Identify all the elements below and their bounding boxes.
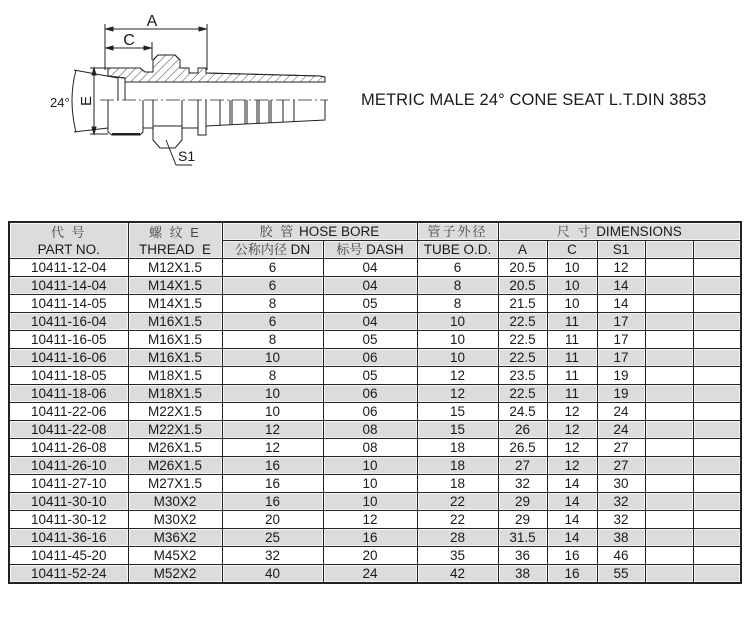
cell-tube: 18 [417, 475, 498, 493]
table-row [9, 511, 741, 529]
cell-thread: M18X1.5 [128, 367, 222, 385]
header-tube-od-cn [417, 222, 498, 241]
cell-tube: 18 [417, 457, 498, 475]
cell-c: 10 [547, 295, 597, 313]
spec-table [8, 221, 742, 584]
cell-tube: 8 [417, 277, 498, 295]
cell-blank [693, 493, 741, 511]
cell-c: 16 [547, 547, 597, 565]
cell-blank [645, 367, 693, 385]
cell-blank [645, 277, 693, 295]
table-row [9, 277, 741, 295]
cell-a: 20.5 [498, 259, 547, 277]
cell-thread: M16X1.5 [128, 331, 222, 349]
cell-blank [645, 439, 693, 457]
header-dimensions-en: DIMENSIONS [596, 224, 682, 239]
header-dn-cn: 公称内径 [234, 242, 287, 257]
cell-part: 10411-18-05 [9, 367, 128, 385]
fitting-drawing [0, 0, 360, 190]
cell-dash: 12 [323, 511, 417, 529]
cell-blank [693, 313, 741, 331]
table-row [9, 565, 741, 584]
cell-dash: 05 [323, 367, 417, 385]
cell-dash: 05 [323, 295, 417, 313]
cell-thread: M26X1.5 [128, 457, 222, 475]
header-dn [222, 241, 323, 259]
cell-thread: M16X1.5 [128, 313, 222, 331]
header-tube-od-cn-text: 管子外径 [427, 224, 488, 239]
cell-a: 26.5 [498, 439, 547, 457]
header-thread [128, 222, 222, 259]
cell-blank [645, 547, 693, 565]
cell-blank [645, 511, 693, 529]
cell-tube: 35 [417, 547, 498, 565]
cell-s1: 24 [597, 421, 645, 439]
cell-blank [645, 529, 693, 547]
cell-s1: 19 [597, 367, 645, 385]
cell-blank [645, 259, 693, 277]
header-blank-1 [645, 241, 693, 259]
header-tube-od: TUBE O.D. [417, 241, 498, 259]
header-dash-en: DASH [366, 242, 404, 257]
cell-part: 10411-18-06 [9, 385, 128, 403]
cell-dn: 6 [222, 277, 323, 295]
table-row [9, 295, 741, 313]
cell-c: 10 [547, 277, 597, 295]
cell-blank [645, 493, 693, 511]
cell-dn: 20 [222, 511, 323, 529]
cell-thread: M52X2 [128, 565, 222, 584]
table-row [9, 547, 741, 565]
cell-part: 10411-14-05 [9, 295, 128, 313]
table-row [9, 457, 741, 475]
cell-dash: 06 [323, 403, 417, 421]
cell-blank [693, 457, 741, 475]
cell-blank [693, 511, 741, 529]
cell-dash: 10 [323, 457, 417, 475]
table-row [9, 349, 741, 367]
cell-dash: 10 [323, 493, 417, 511]
cell-blank [693, 529, 741, 547]
cell-a: 38 [498, 565, 547, 584]
cell-thread: M22X1.5 [128, 403, 222, 421]
cell-s1: 19 [597, 385, 645, 403]
cell-dn: 16 [222, 493, 323, 511]
cell-dn: 12 [222, 421, 323, 439]
cell-part: 10411-26-10 [9, 457, 128, 475]
cell-blank [693, 421, 741, 439]
cell-blank [645, 421, 693, 439]
cell-c: 11 [547, 367, 597, 385]
cell-dn: 32 [222, 547, 323, 565]
cell-blank [645, 385, 693, 403]
cell-a: 22.5 [498, 313, 547, 331]
cell-a: 22.5 [498, 385, 547, 403]
cell-s1: 27 [597, 457, 645, 475]
cell-dn: 10 [222, 403, 323, 421]
cell-blank [645, 403, 693, 421]
cell-blank [693, 385, 741, 403]
cell-blank [693, 547, 741, 565]
cell-blank [693, 295, 741, 313]
cell-s1: 17 [597, 331, 645, 349]
cell-s1: 17 [597, 313, 645, 331]
cell-blank [693, 439, 741, 457]
cell-c: 14 [547, 493, 597, 511]
cell-tube: 22 [417, 493, 498, 511]
cell-blank [645, 331, 693, 349]
header-dash-cn: 标号 [336, 242, 363, 257]
header-blank-2 [693, 241, 741, 259]
dimension-c-label: C [123, 32, 135, 49]
cell-blank [693, 349, 741, 367]
cell-dn: 8 [222, 295, 323, 313]
cell-dash: 06 [323, 385, 417, 403]
header-c: C [547, 241, 597, 259]
cell-dash: 08 [323, 421, 417, 439]
cell-blank [693, 403, 741, 421]
cell-c: 12 [547, 403, 597, 421]
cell-part: 10411-16-05 [9, 331, 128, 349]
table-row [9, 493, 741, 511]
cell-tube: 22 [417, 511, 498, 529]
header-thread-en: THREAD E [138, 241, 211, 257]
cell-s1: 55 [597, 565, 645, 584]
cell-dash: 06 [323, 349, 417, 367]
cell-thread: M12X1.5 [128, 259, 222, 277]
cell-c: 10 [547, 259, 597, 277]
table-row [9, 313, 741, 331]
cell-tube: 15 [417, 421, 498, 439]
cell-s1: 14 [597, 295, 645, 313]
header-hose-bore-en: HOSE BORE [299, 224, 380, 239]
cell-tube: 18 [417, 439, 498, 457]
header-part-no-cn: 代 号 [50, 224, 87, 240]
cell-thread: M30X2 [128, 511, 222, 529]
cell-s1: 32 [597, 493, 645, 511]
header-part-no [9, 222, 128, 259]
cell-thread: M18X1.5 [128, 385, 222, 403]
cell-s1: 17 [597, 349, 645, 367]
cell-s1: 38 [597, 529, 645, 547]
table-row [9, 385, 741, 403]
cell-c: 12 [547, 421, 597, 439]
cell-dn: 8 [222, 331, 323, 349]
angle-label: 24° [50, 95, 70, 110]
cell-dash: 16 [323, 529, 417, 547]
cell-part: 10411-45-20 [9, 547, 128, 565]
cell-tube: 12 [417, 367, 498, 385]
dimension-e-label: E [78, 95, 95, 106]
cell-a: 29 [498, 511, 547, 529]
cell-part: 10411-16-04 [9, 313, 128, 331]
cell-dn: 10 [222, 349, 323, 367]
table-row [9, 403, 741, 421]
cell-thread: M14X1.5 [128, 277, 222, 295]
table-row [9, 439, 741, 457]
cell-a: 23.5 [498, 367, 547, 385]
cell-c: 14 [547, 475, 597, 493]
cell-dn: 8 [222, 367, 323, 385]
cell-s1: 24 [597, 403, 645, 421]
cell-dash: 04 [323, 259, 417, 277]
cell-part: 10411-26-08 [9, 439, 128, 457]
table-row [9, 475, 741, 493]
cell-thread: M26X1.5 [128, 439, 222, 457]
cell-blank [645, 475, 693, 493]
cell-blank [645, 565, 693, 584]
cell-tube: 12 [417, 385, 498, 403]
cell-tube: 10 [417, 313, 498, 331]
cell-blank [693, 367, 741, 385]
cell-blank [645, 295, 693, 313]
product-title: METRIC MALE 24° CONE SEAT L.T.DIN 3853 [361, 91, 707, 109]
cell-dn: 6 [222, 313, 323, 331]
header-hose-bore [222, 222, 417, 241]
cell-part: 10411-22-08 [9, 421, 128, 439]
cell-dn: 40 [222, 565, 323, 584]
dimension-a-label: A [146, 13, 158, 30]
cell-part: 10411-36-16 [9, 529, 128, 547]
cell-blank [693, 259, 741, 277]
table-row [9, 331, 741, 349]
cell-s1: 46 [597, 547, 645, 565]
header-thread-cn: 螺 纹 E [149, 224, 201, 240]
cell-c: 11 [547, 313, 597, 331]
cell-thread: M30X2 [128, 493, 222, 511]
cell-blank [645, 349, 693, 367]
cell-tube: 6 [417, 259, 498, 277]
cell-blank [693, 331, 741, 349]
cell-part: 10411-16-06 [9, 349, 128, 367]
header-dn-en: DN [290, 242, 311, 257]
header-hose-bore-cn: 胶 管 [259, 224, 296, 239]
cell-part: 10411-27-10 [9, 475, 128, 493]
cell-s1: 12 [597, 259, 645, 277]
cell-dash: 20 [323, 547, 417, 565]
cell-a: 22.5 [498, 349, 547, 367]
header-dimensions-cn: 尺 寸 [556, 224, 593, 239]
cell-thread: M16X1.5 [128, 349, 222, 367]
cell-thread: M45X2 [128, 547, 222, 565]
cell-s1: 27 [597, 439, 645, 457]
header-a: A [498, 241, 547, 259]
cell-dn: 12 [222, 439, 323, 457]
cell-dn: 25 [222, 529, 323, 547]
cell-a: 24.5 [498, 403, 547, 421]
cell-a: 26 [498, 421, 547, 439]
spec-table-body [9, 259, 741, 584]
cell-tube: 10 [417, 331, 498, 349]
cell-thread: M14X1.5 [128, 295, 222, 313]
header-dash [323, 241, 417, 259]
cell-dash: 04 [323, 277, 417, 295]
cell-blank [645, 457, 693, 475]
cell-c: 12 [547, 439, 597, 457]
cell-c: 11 [547, 331, 597, 349]
cell-thread: M36X2 [128, 529, 222, 547]
cell-a: 32 [498, 475, 547, 493]
cell-part: 10411-30-10 [9, 493, 128, 511]
cell-c: 14 [547, 529, 597, 547]
cell-blank [645, 313, 693, 331]
cell-c: 14 [547, 511, 597, 529]
cell-part: 10411-30-12 [9, 511, 128, 529]
table-row [9, 367, 741, 385]
cell-dash: 24 [323, 565, 417, 584]
cell-dn: 10 [222, 385, 323, 403]
cell-a: 31.5 [498, 529, 547, 547]
cell-a: 20.5 [498, 277, 547, 295]
cell-dash: 10 [323, 475, 417, 493]
dimension-s1-label: S1 [178, 148, 196, 164]
cell-tube: 10 [417, 349, 498, 367]
cell-part: 10411-12-04 [9, 259, 128, 277]
cell-tube: 42 [417, 565, 498, 584]
table-row [9, 421, 741, 439]
cell-part: 10411-22-06 [9, 403, 128, 421]
header-s1: S1 [597, 241, 645, 259]
cell-thread: M27X1.5 [128, 475, 222, 493]
cell-s1: 32 [597, 511, 645, 529]
cell-c: 11 [547, 349, 597, 367]
cell-tube: 8 [417, 295, 498, 313]
cell-tube: 15 [417, 403, 498, 421]
cell-blank [693, 565, 741, 584]
cell-dash: 08 [323, 439, 417, 457]
cell-c: 11 [547, 385, 597, 403]
header-part-no-en: PART NO. [37, 241, 100, 257]
cell-a: 36 [498, 547, 547, 565]
cell-part: 10411-52-24 [9, 565, 128, 584]
cell-s1: 30 [597, 475, 645, 493]
cell-part: 10411-14-04 [9, 277, 128, 295]
cell-s1: 14 [597, 277, 645, 295]
header-dimensions [498, 222, 741, 241]
cell-c: 12 [547, 457, 597, 475]
table-row [9, 529, 741, 547]
cell-blank [693, 277, 741, 295]
cell-a: 29 [498, 493, 547, 511]
cell-dn: 16 [222, 457, 323, 475]
cell-dash: 04 [323, 313, 417, 331]
cell-tube: 28 [417, 529, 498, 547]
cell-thread: M22X1.5 [128, 421, 222, 439]
cell-dn: 16 [222, 475, 323, 493]
cell-a: 27 [498, 457, 547, 475]
cell-dash: 05 [323, 331, 417, 349]
cell-blank [693, 475, 741, 493]
cell-a: 21.5 [498, 295, 547, 313]
table-row [9, 259, 741, 277]
cell-c: 16 [547, 565, 597, 584]
cell-dn: 6 [222, 259, 323, 277]
cell-a: 22.5 [498, 331, 547, 349]
